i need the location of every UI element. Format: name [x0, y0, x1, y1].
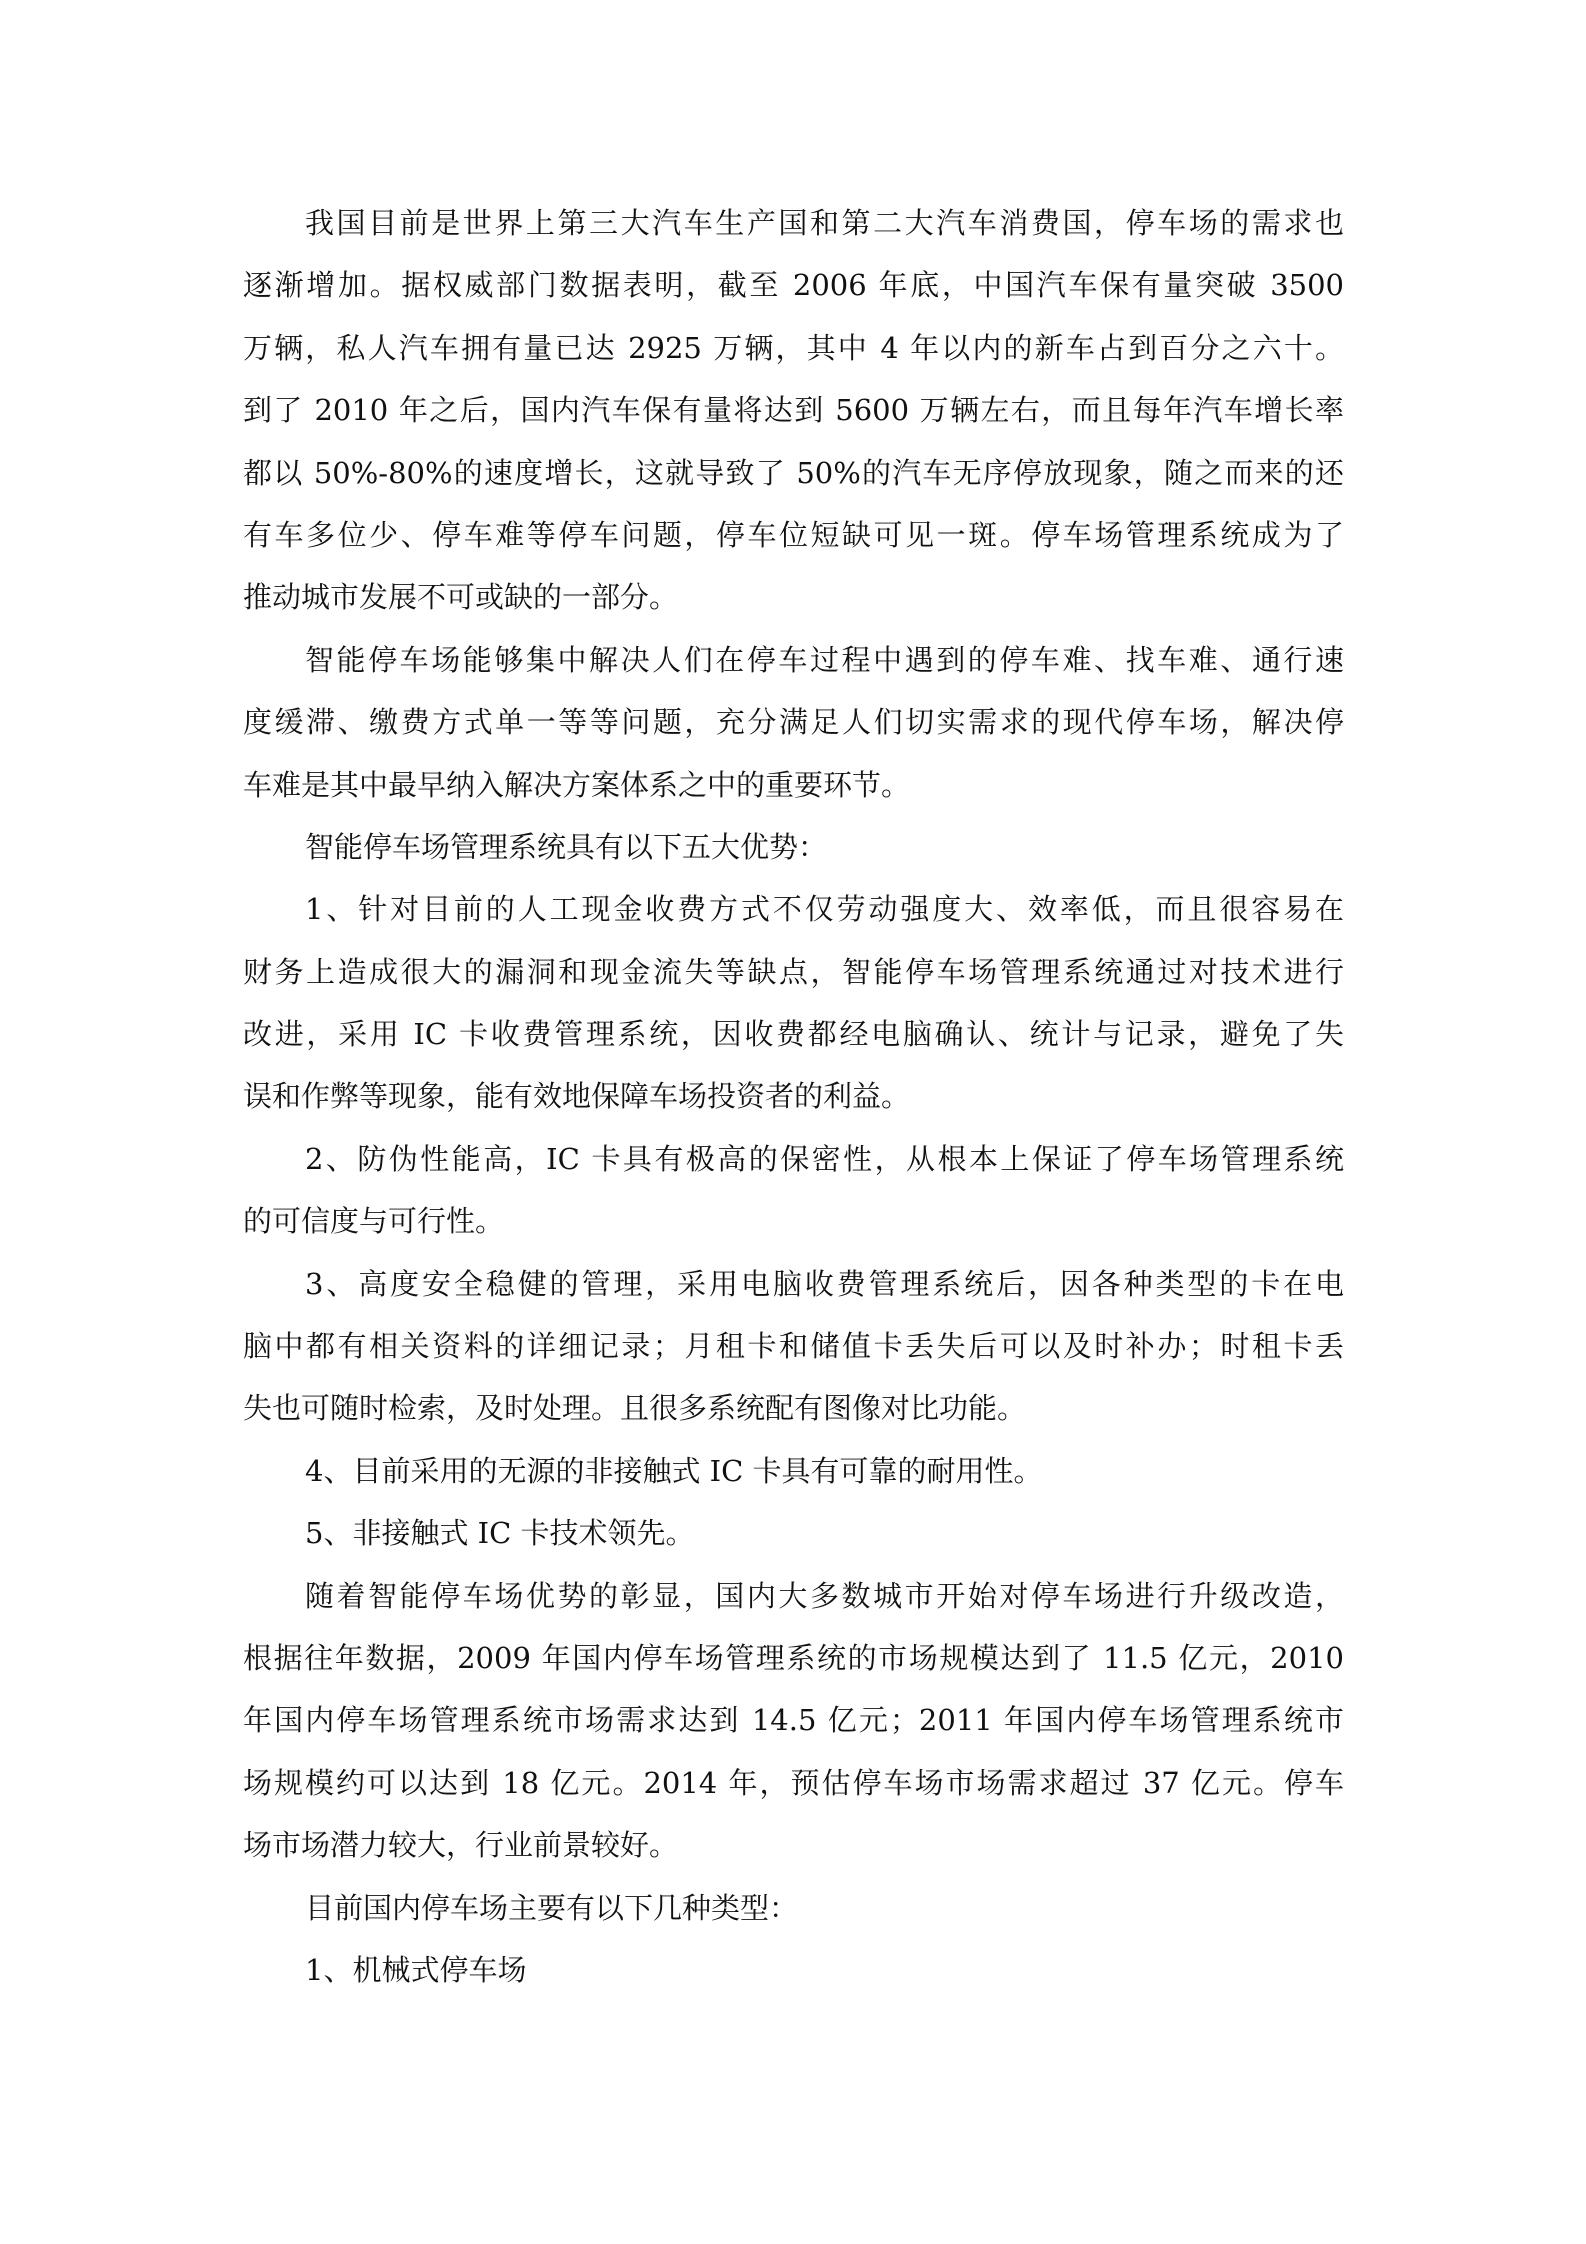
text-line: 财务上造成很大的漏洞和现金流失等缺点，智能停车场管理系统通过对技术进行 — [243, 954, 1344, 989]
text-line: 1、机械式停车场 — [305, 1952, 527, 1987]
document-body — [243, 192, 1344, 2001]
text-line: 5、非接触式 IC 卡技术领先。 — [305, 1516, 695, 1551]
text-line: 都以 50%-80%的速度增长，这就导致了 50%的汽车无序停放现象，随之而来的还 — [243, 455, 1344, 490]
text-line: 失也可随时检索，及时处理。且很多系统配有图像对比功能。 — [243, 1391, 1027, 1426]
text-line: 随着智能停车场优势的彰显，国内大多数城市开始对停车场进行升级改造， — [305, 1578, 1344, 1613]
text-line: 1、针对目前的人工现金收费方式不仅劳动强度大、效率低，而且很容易在 — [305, 892, 1344, 927]
text-line: 度缓滞、缴费方式单一等等问题，充分满足人们切实需求的现代停车场，解决停 — [243, 705, 1344, 740]
text-line: 万辆，私人汽车拥有量已达 2925 万辆，其中 4 年以内的新车占到百分之六十。 — [243, 330, 1344, 365]
text-line: 2、防伪性能高，IC 卡具有极高的保密性，从根本上保证了停车场管理系统 — [305, 1141, 1344, 1176]
text-line: 年国内停车场管理系统市场需求达到 14.5 亿元；2011 年国内停车场管理系统市 — [243, 1703, 1344, 1738]
text-line: 3、高度安全稳健的管理，采用电脑收费管理系统后，因各种类型的卡在电 — [305, 1266, 1344, 1301]
text-line: 有车多位少、停车难等停车问题，停车位短缺可见一斑。停车场管理系统成为了 — [243, 517, 1344, 552]
text-line: 改进，采用 IC 卡收费管理系统，因收费都经电脑确认、统计与记录，避免了失 — [243, 1017, 1344, 1052]
text-line: 的可信度与可行性。 — [243, 1204, 505, 1239]
text-line: 逐渐增加。据权威部门数据表明，截至 2006 年底，中国汽车保有量突破 3500 — [243, 268, 1344, 303]
text-line: 车难是其中最早纳入解决方案体系之中的重要环节。 — [243, 767, 911, 802]
document-page — [243, 192, 1344, 2001]
text-line: 场市场潜力较大，行业前景较好。 — [243, 1828, 679, 1863]
text-line: 目前国内停车场主要有以下几种类型： — [305, 1890, 799, 1925]
text-line: 智能停车场能够集中解决人们在停车过程中遇到的停车难、找车难、通行速 — [305, 642, 1344, 677]
text-line: 推动城市发展不可或缺的一部分。 — [243, 580, 679, 615]
text-line: 根据往年数据，2009 年国内停车场管理系统的市场规模达到了 11.5 亿元，2010 — [243, 1640, 1344, 1675]
text-line: 我国目前是世界上第三大汽车生产国和第二大汽车消费国，停车场的需求也 — [305, 206, 1344, 240]
text-line: 场规模约可以达到 18 亿元。2014 年，预估停车场市场需求超过 37 亿元。停车 — [243, 1765, 1344, 1800]
text-line: 误和作弊等现象，能有效地保障车场投资者的利益。 — [243, 1079, 911, 1114]
text-line: 4、目前采用的无源的非接触式 IC 卡具有可靠的耐用性。 — [305, 1453, 1043, 1488]
text-line: 智能停车场管理系统具有以下五大优势： — [305, 829, 828, 864]
text-line: 脑中都有相关资料的详细记录；月租卡和储值卡丢失后可以及时补办；时租卡丢 — [243, 1329, 1344, 1364]
text-line: 到了 2010 年之后，国内汽车保有量将达到 5600 万辆左右，而且每年汽车增长率 — [243, 393, 1344, 428]
